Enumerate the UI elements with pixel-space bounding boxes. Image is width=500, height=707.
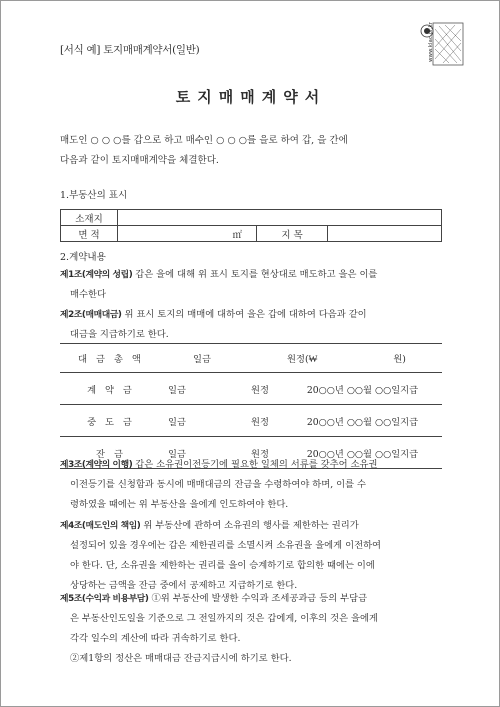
article-5-text: ①위 부동산에 발생한 수익과 조세공과금 등의 부담금 <box>148 593 368 604</box>
row-due-date: 20○○년 ○○월 ○○일지급 <box>283 405 442 437</box>
land-category-value <box>328 226 442 242</box>
article-4-line: 야 한다. 단, 소유권을 제한하는 권리를 을이 승계하기로 합의한 때에는 이에 <box>70 560 375 571</box>
article-2-text: 위 표시 토지의 매매에 대하여 을은 갑에 대하여 다음과 같이 <box>121 309 367 320</box>
row-won: 원정 <box>237 437 283 469</box>
row-due-date: 20○○년 ○○월 ○○일지급 <box>283 437 442 469</box>
row-amount-prefix: 일금 <box>162 437 237 469</box>
article-4-line: 설정되어 있을 경우에는 갑은 제한권리를 소멸시켜 소유권을 을에게 이전하여 <box>70 540 382 551</box>
row-amount-prefix: 일금 <box>162 373 237 405</box>
article-3-line: 이전등기를 신청함과 동시에 매매대금의 잔금을 수령하여야 하며, 이를 수 <box>70 479 367 490</box>
article-5-line: ②제1항의 정산은 매매대금 잔금지급시에 하기로 한다. <box>70 653 292 664</box>
article-4 <box>60 516 444 596</box>
header-won-close: 원) <box>393 354 406 365</box>
article-1 <box>60 265 444 305</box>
article-4-text: 위 부동산에 관하여 소유권의 행사를 제한하는 권리가 <box>140 520 359 531</box>
article-4-line: 상당하는 금액을 잔금 중에서 공제하고 지급하기로 한다. <box>70 580 298 591</box>
article-5-line: 은 부동산인도일을 기준으로 그 전일까지의 것은 갑에게, 이후의 것은 을에게 <box>70 613 378 624</box>
article-2-heading: 제2조(매매대금) <box>60 310 122 320</box>
area-unit: ㎡ <box>118 226 257 242</box>
article-2-cont: 대금을 지급하기로 한다. <box>70 329 169 340</box>
table-row <box>60 373 442 405</box>
intro-paragraph <box>60 131 460 171</box>
article-1-text: 갑은 을에 대해 위 표시 토지를 현상대로 매도하고 을은 이를 <box>132 269 378 280</box>
article-3 <box>60 455 444 515</box>
seal-url-text: www.klac.or.kr <box>427 22 434 62</box>
payment-table <box>60 343 442 469</box>
article-4-heading: 제4조(매도인의 책임) <box>60 521 141 531</box>
row-label: 중 도 금 <box>60 405 162 437</box>
header-won-open: 원정(₩ <box>287 354 318 365</box>
form-header-label: [서식 예] 토지매매계약서(일반) <box>60 44 200 56</box>
section-1-heading: 1.부동산의 표시 <box>60 190 128 201</box>
klac-seal-stamp <box>419 21 465 67</box>
article-1-heading: 제1조(계약의 성립) <box>60 270 133 280</box>
document-title: 토지매매계약서 <box>175 88 327 106</box>
row-amount-prefix: 일금 <box>162 405 237 437</box>
article-5-line: 각각 일수의 계산에 따라 귀속하기로 한다. <box>70 633 241 644</box>
row-due-date: 20○○년 ○○월 ○○일지급 <box>283 373 442 405</box>
section-2-heading: 2.계약내용 <box>60 252 106 263</box>
article-3-line: 령하였을 때에는 위 부동산을 을에게 인도하여야 한다. <box>70 499 289 510</box>
seal-icon <box>419 21 465 67</box>
intro-line: 매도인 ○ ○ ○를 갑으로 하고 매수인 ○ ○ ○를 을로 하여 갑, 을 간에 <box>60 135 348 146</box>
table-row <box>60 405 442 437</box>
location-value <box>118 210 442 226</box>
payment-header-row <box>60 344 442 373</box>
row-won: 원정 <box>237 373 283 405</box>
article-1-cont: 매수한다 <box>70 289 106 300</box>
location-label: 소재지 <box>61 210 118 226</box>
intro-line: 다음과 같이 토지매매계약을 체결한다. <box>60 155 219 166</box>
area-label: 면 적 <box>61 226 118 242</box>
land-category-label: 지 목 <box>257 226 328 242</box>
article-3-heading: 제3조(계약의 이행) <box>60 460 133 470</box>
row-won: 원정 <box>237 405 283 437</box>
total-amount-label: 대 금 총 액 <box>60 344 162 373</box>
property-table <box>60 209 442 242</box>
row-label: 계 약 금 <box>60 373 162 405</box>
article-5 <box>60 589 444 669</box>
article-5-heading: 제5조(수익과 비용부담) <box>60 594 149 604</box>
row-label: 잔 금 <box>60 437 162 469</box>
article-3-text: 갑은 소유권이전등기에 필요한 일체의 서류를 갖추어 소유권 <box>132 459 378 470</box>
header-amount-prefix: 일금 <box>162 344 237 373</box>
article-2 <box>60 305 444 345</box>
